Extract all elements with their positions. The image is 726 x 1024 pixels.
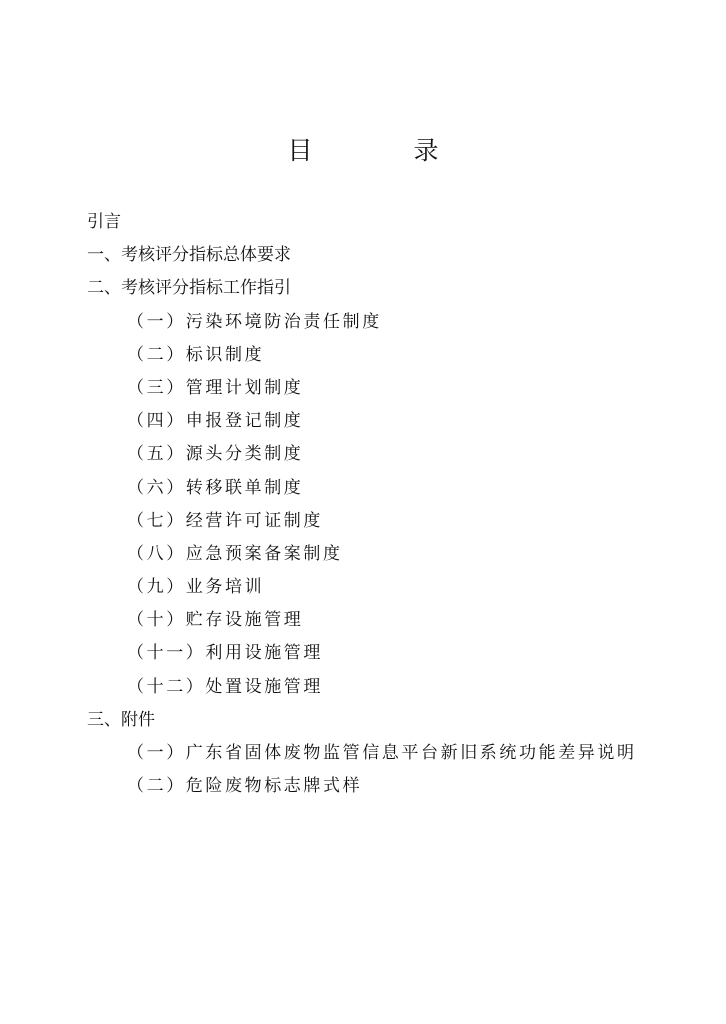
toc-subentry: （三）管理计划制度 [127, 377, 304, 398]
toc-entry: 一、考核评分指标总体要求 [87, 245, 291, 266]
toc-subentry: （二）标识制度 [127, 344, 265, 365]
toc-subentry: （十）贮存设施管理 [127, 610, 304, 631]
page-title: 目 录 [287, 136, 477, 165]
toc-entry: 二、考核评分指标工作指引 [87, 278, 291, 299]
toc-subentry: （一）污染环境防治责任制度 [127, 311, 382, 332]
table-of-contents [87, 206, 637, 803]
toc-subentry: （七）经营许可证制度 [127, 510, 323, 531]
toc-subentry: （十二）处置设施管理 [127, 676, 323, 697]
toc-entry: 三、附件 [87, 709, 155, 730]
toc-subentry: （一）广东省固体废物监管信息平台新旧系统功能差异说明 [127, 743, 637, 763]
toc-entry: 引言 [87, 212, 121, 232]
toc-subentry: （二）危险废物标志牌式样 [127, 776, 363, 797]
toc-subentry: （六）转移联单制度 [127, 477, 304, 498]
toc-subentry: （五）源头分类制度 [127, 444, 304, 465]
toc-subentry: （九）业务培训 [127, 577, 265, 598]
toc-subentry: （四）申报登记制度 [127, 411, 304, 432]
toc-subentry: （八）应急预案备案制度 [127, 543, 343, 564]
toc-subentry: （十一）利用设施管理 [127, 643, 323, 664]
